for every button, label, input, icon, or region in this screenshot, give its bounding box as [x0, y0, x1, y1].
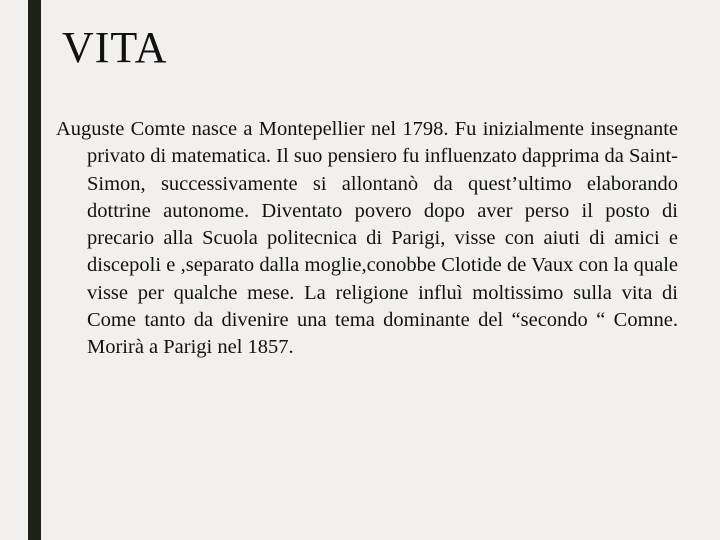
slide-title: VITA: [62, 23, 168, 72]
biography-paragraph: Auguste Comte nasce a Montepellier nel 1798. Fu inizialmente insegnante privato di matematica. Il suo pensiero fu influenzato dapprima da Saint-Simon, successivamente si allontanò da quest’ultimo elaborando dottrine autonome. Diventato povero dopo aver perso il posto di precario alla Scuola politecnica di Parigi, visse con aiuti di amici e discepoli e ,separato dalla moglie,conobbe Clotide de Vaux con la quale visse per qualche mese. La religione influì moltissimo sulla vita di Come tanto da divenire una tema dominante del “secondo “ Comne. Morirà a Parigi nel 1857.: [56, 118, 678, 359]
accent-bar: [28, 0, 41, 540]
